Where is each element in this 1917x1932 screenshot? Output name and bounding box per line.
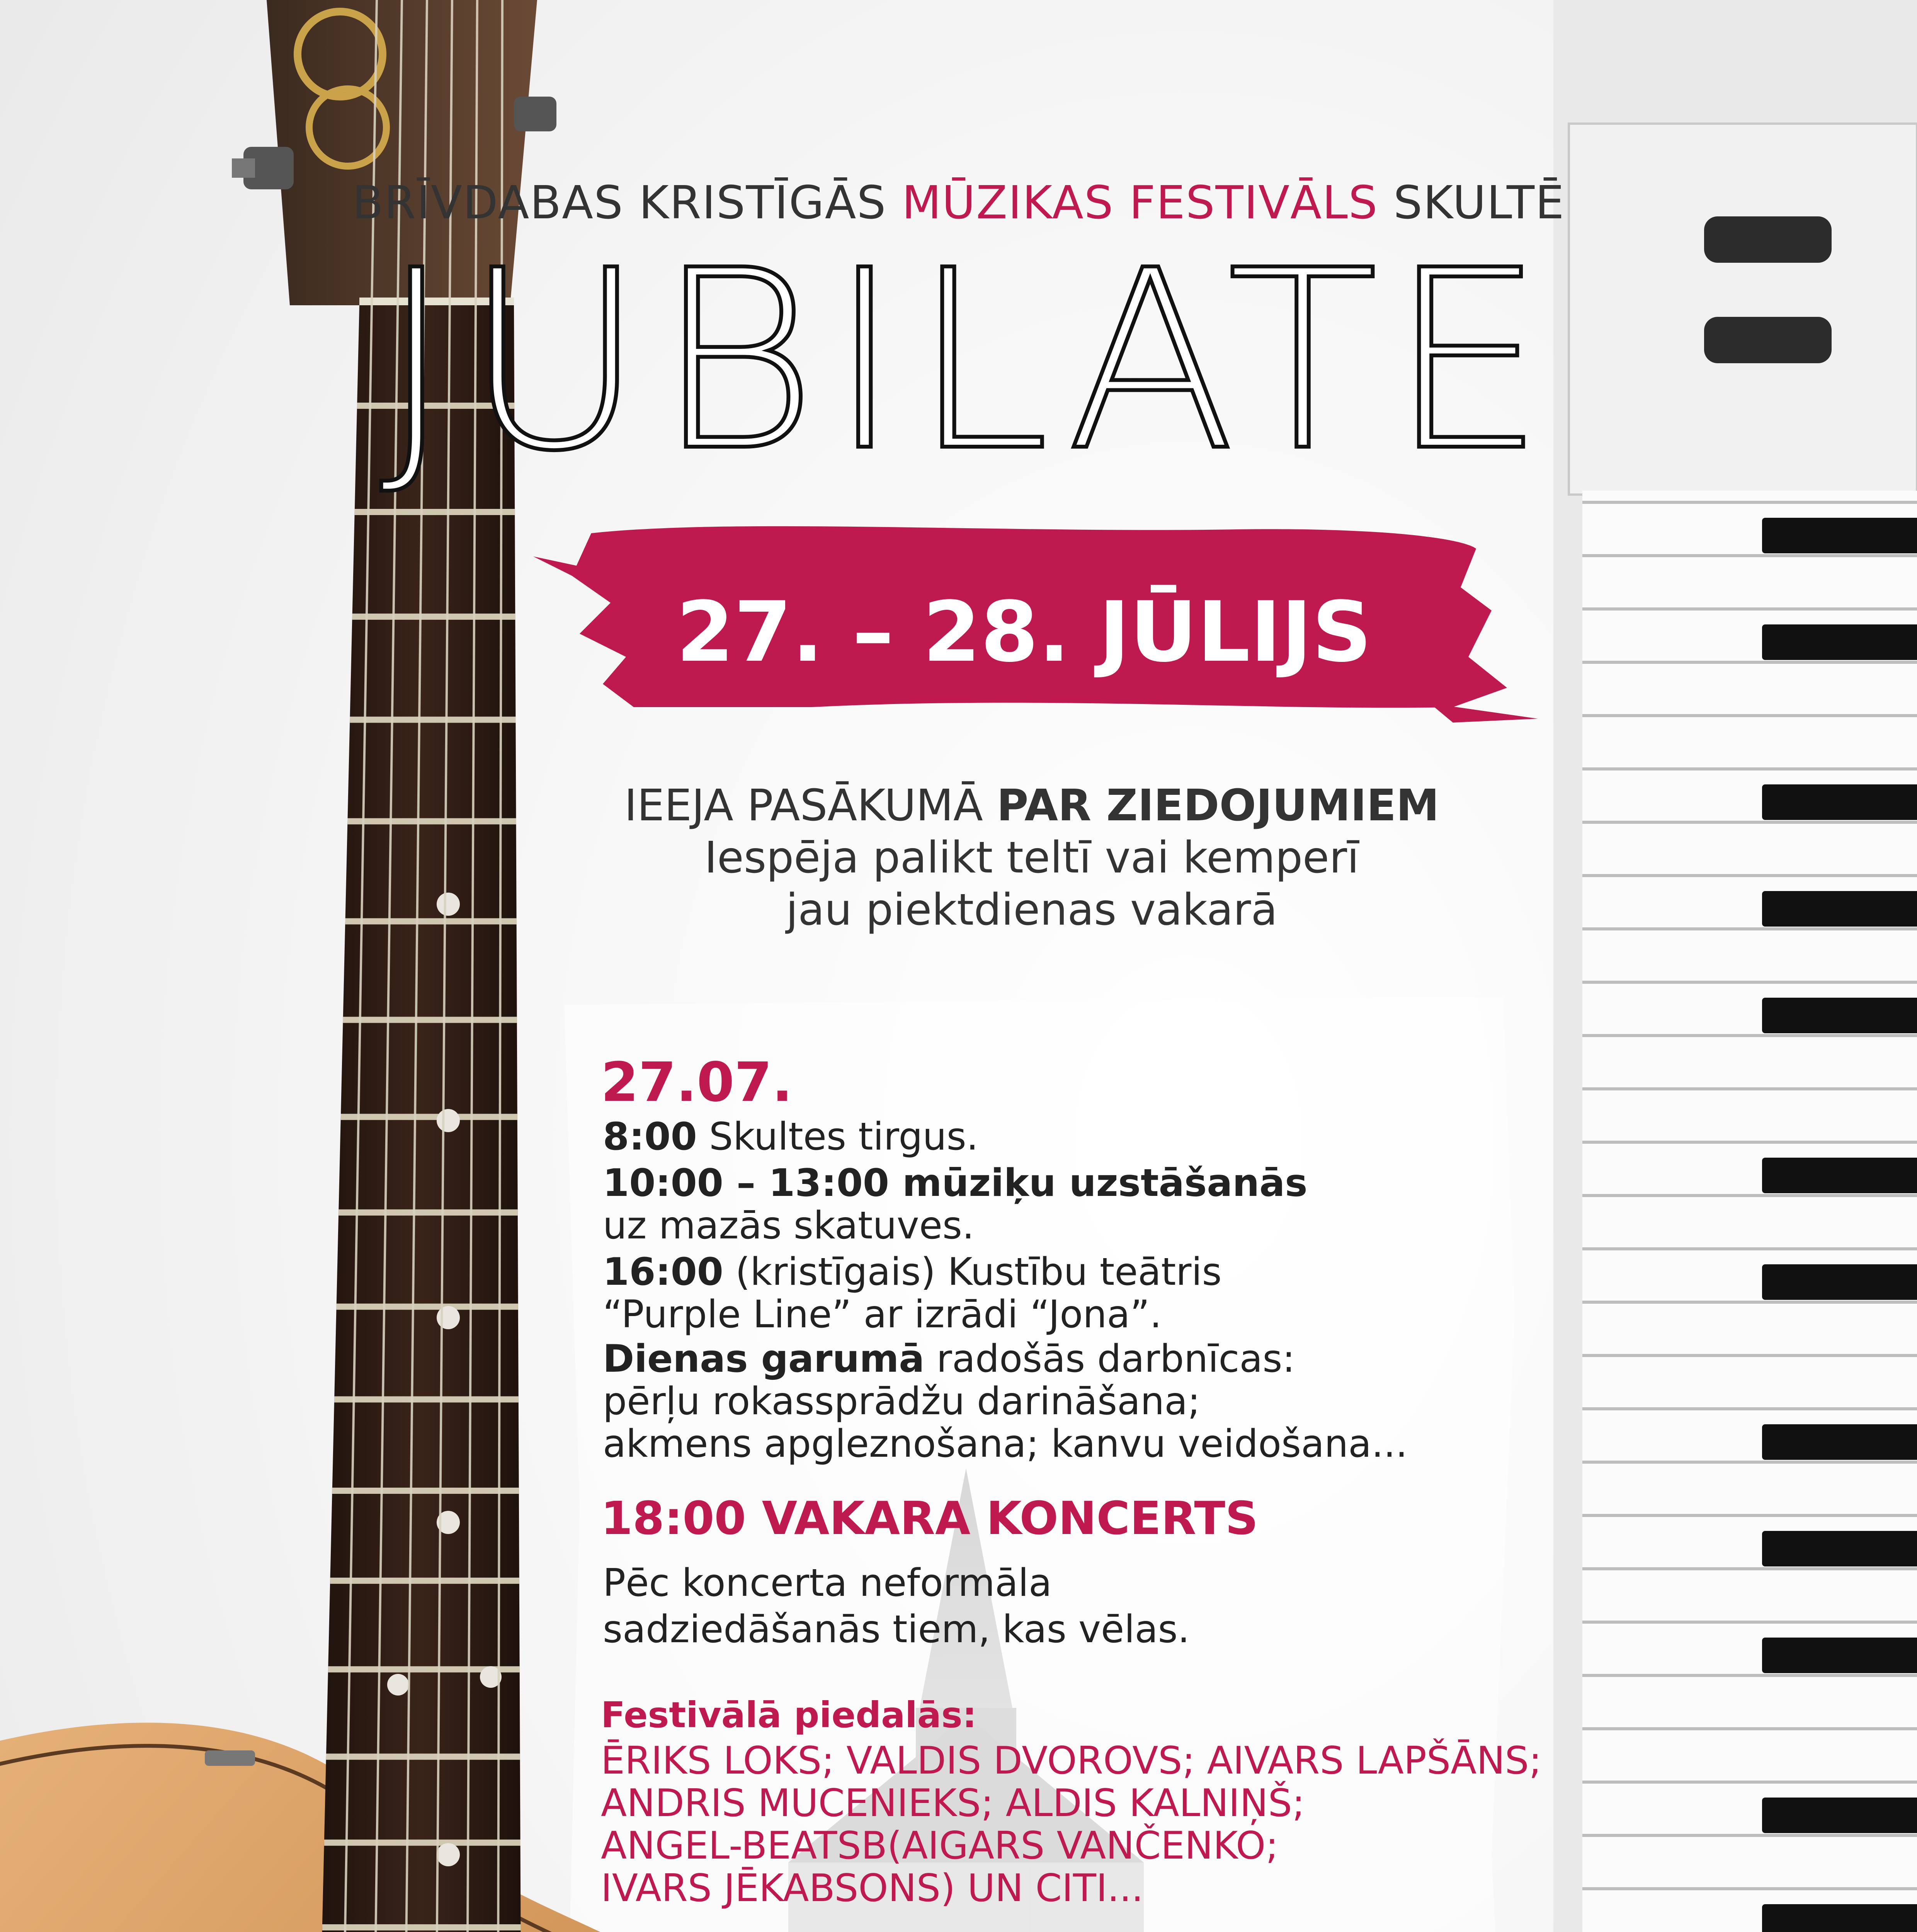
day1-date: 27.07. xyxy=(601,1051,793,1114)
entry-highlight: PAR ZIEDOJUMIEM xyxy=(997,781,1439,831)
schedule-line xyxy=(603,1293,1162,1337)
schedule-text: radošās darbnīcas: xyxy=(924,1337,1295,1381)
subtitle-part-2: MŪZIKAS FESTIVĀLS xyxy=(902,176,1378,229)
schedule-text: (kristīgais) Kustību teātris xyxy=(723,1250,1222,1294)
entry-prefix: IEEJA PASĀKUMĀ xyxy=(624,781,983,831)
black-key xyxy=(1762,1638,1917,1673)
schedule-text: akmens apgleznošana; kanvu veidošana... xyxy=(603,1422,1408,1466)
fret-inlay xyxy=(437,893,460,916)
fret-inlay xyxy=(437,1109,460,1132)
schedule-line xyxy=(603,1161,1308,1205)
concert-note-line-1: Pēc koncerta neformāla xyxy=(603,1561,1052,1605)
festival-title: JUBILATE xyxy=(380,217,1556,505)
subtitle-part-3: SKULTĒ xyxy=(1393,176,1565,229)
performers-line-3: ANGEL-BEATSB(AIGARS VANČENKO; xyxy=(601,1824,1279,1868)
schedule-time: 8:00 xyxy=(603,1115,697,1159)
schedule-time: Dienas garumā xyxy=(603,1337,925,1381)
black-key xyxy=(1762,518,1917,553)
schedule-text: uz mazās skatuves. xyxy=(603,1204,975,1248)
schedule-line xyxy=(603,1250,1222,1294)
performers-heading: Festivālā piedalās: xyxy=(601,1694,977,1736)
camping-line-2: jau piektdienas vakarā xyxy=(786,885,1278,935)
fret-inlay xyxy=(437,1306,460,1329)
black-key xyxy=(1762,891,1917,927)
entry-info xyxy=(549,781,1515,831)
black-key xyxy=(1762,624,1917,660)
black-key xyxy=(1762,1158,1917,1193)
schedule-time: 10:00 – 13:00 mūziķu uzstāšanās xyxy=(603,1161,1308,1205)
festival-dates: 27. – 28. JŪLIJS xyxy=(676,583,1372,680)
black-key xyxy=(1762,1264,1917,1300)
black-key xyxy=(1762,784,1917,820)
black-key xyxy=(1762,1904,1917,1932)
black-key xyxy=(1762,998,1917,1033)
black-key xyxy=(1762,1424,1917,1460)
black-key xyxy=(1762,1798,1917,1833)
schedule-line xyxy=(603,1337,1295,1381)
schedule-line xyxy=(603,1204,974,1248)
schedule-time: 16:00 xyxy=(603,1250,723,1294)
camping-line-1: Iespēja palikt teltī vai kemperī xyxy=(704,833,1359,883)
concert-note-line-2: sadziedāšanās tiem, kas vēlas. xyxy=(603,1607,1190,1651)
schedule-line xyxy=(603,1379,1200,1423)
subtitle-part-1: BRĪVDABAS KRISTĪGĀS xyxy=(352,176,887,229)
schedule-text: Skultes tirgus. xyxy=(697,1115,978,1159)
performers-line-2: ANDRIS MUCENIEKS; ALDIS KALNIŅŠ; xyxy=(601,1781,1305,1825)
fret-inlay xyxy=(387,1674,409,1696)
fret-inlay xyxy=(437,1843,460,1866)
keyboard-illustration xyxy=(1553,0,1917,1932)
performers-line-1: ĒRIKS LOKS; VALDIS DVOROVS; AIVARS LAPŠĀNS; xyxy=(601,1739,1542,1783)
schedule-text: pērļu rokassprādžu darināšana; xyxy=(603,1379,1201,1423)
performers-line-4: IVARS JĒKABSONS) UN CITI... xyxy=(601,1866,1144,1910)
evening-concert-title: 18:00 VAKARA KONCERTS xyxy=(601,1492,1258,1545)
schedule-text: “Purple Line” ar izrādi “Jona”. xyxy=(603,1293,1162,1337)
schedule-line xyxy=(603,1115,978,1159)
schedule-line xyxy=(603,1422,1408,1466)
black-key xyxy=(1762,1531,1917,1566)
